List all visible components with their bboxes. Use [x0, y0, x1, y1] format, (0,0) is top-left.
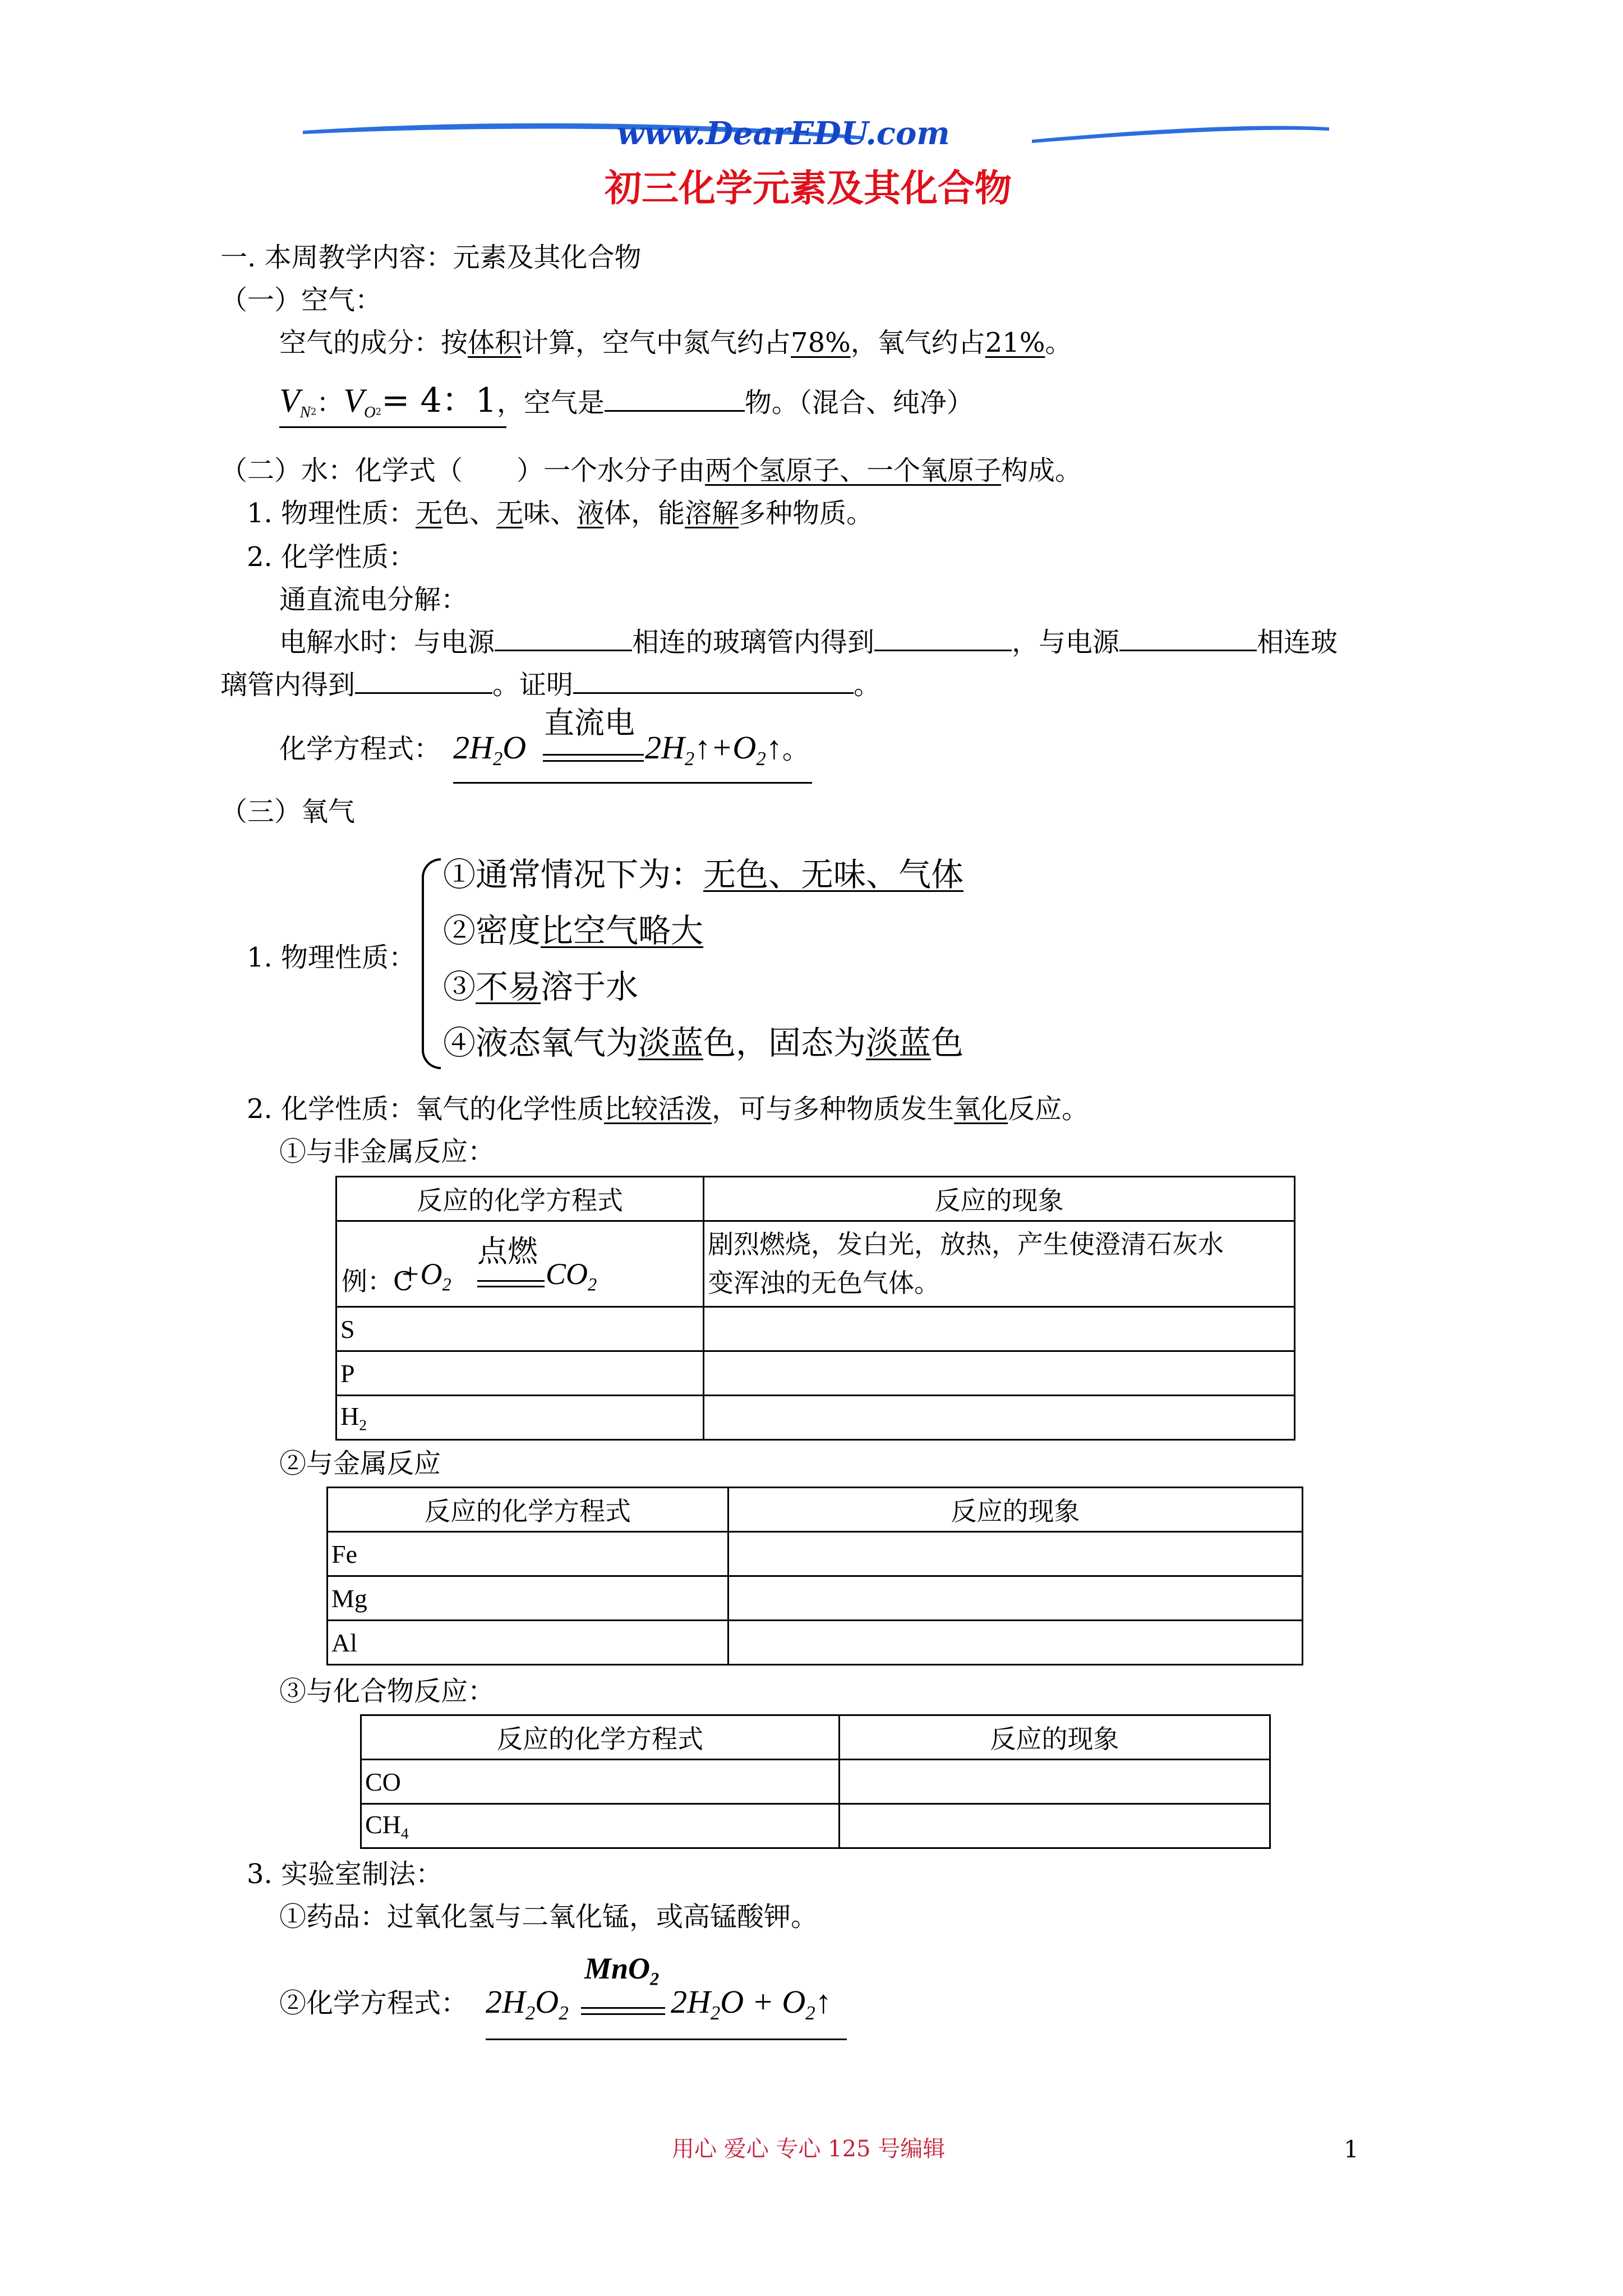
compound-heading: ③与化合物反应： [279, 1676, 495, 1707]
oxygen-phys-2: ②密度比空气略大 [443, 912, 704, 950]
col-equation-header: 反应的化学方程式 [328, 1488, 728, 1532]
electrolysis-line1: 电解水时：与电源 相连的玻璃管内得到 ，与电源 相连玻 [279, 627, 1338, 658]
row-label: S [336, 1307, 704, 1351]
oxygen-phys-3: ③不易溶于水 [443, 968, 639, 1006]
table-row [336, 1396, 1295, 1440]
blank-gas-1[interactable] [874, 627, 1012, 651]
table-row [328, 1532, 1303, 1576]
site-url[interactable]: www.DearEDU.com [617, 115, 950, 152]
table-row [328, 1621, 1303, 1665]
air-ratio-line: $V_{N2}$：$V_{O2}= 4$：1，空气是 物。（混合、纯净） [279, 381, 974, 422]
answer-cell[interactable] [728, 1621, 1303, 1665]
example-equation-cell: 例：C $+O_2$ 点燃 $CO_2$ [336, 1221, 704, 1307]
electrolysis-label: 通直流电分解： [279, 584, 468, 615]
air-composition: 空气的成分：按体积计算，空气中氮气约占78%，氧气约占21%。 [279, 327, 1072, 358]
blank-electrode-2[interactable] [1119, 627, 1257, 651]
blank-proof[interactable] [573, 670, 854, 694]
page-title: 初三化学元素及其化合物 [605, 167, 1012, 210]
table-header-row [328, 1488, 1303, 1532]
metal-heading: ②与金属反应 [279, 1448, 441, 1479]
row-label: Mg [328, 1576, 728, 1621]
col-phenomenon-header: 反应的现象 [840, 1715, 1270, 1760]
col-phenomenon-header: 反应的现象 [728, 1488, 1303, 1532]
answer-cell[interactable] [704, 1307, 1295, 1351]
answer-cell[interactable] [704, 1351, 1295, 1396]
answer-cell[interactable] [840, 1804, 1270, 1848]
row-label: Al [328, 1621, 728, 1665]
answer-cell[interactable] [704, 1396, 1295, 1440]
lab-eq-condition: MnO$_2$ [584, 1952, 660, 1990]
lab-eq-underline [486, 2039, 847, 2040]
banner-swoosh-right [1032, 126, 1329, 143]
nonmetal-heading: ①与非金属反应： [279, 1136, 495, 1167]
lab-heading: 3. 实验室制法： [247, 1858, 443, 1890]
lab-eq-right: $2H_2O$ + $O_2↑$ [671, 1984, 832, 2024]
electrolysis-line2: 璃管内得到 。证明 。 [220, 669, 881, 701]
row-label: $H_2$ [336, 1396, 704, 1440]
answer-cell[interactable] [728, 1576, 1303, 1621]
air-heading: （一）空气： [220, 284, 382, 316]
water-heading: （二）水：化学式（ ）一个水分子由两个氢原子、一个氧原子构成。 [220, 455, 1082, 486]
water-chem-heading: 2. 化学性质： [247, 541, 416, 573]
oxygen-heading: （三）氧气 [220, 796, 356, 827]
col-equation-header: 反应的化学方程式 [361, 1715, 840, 1760]
row-label: CO [361, 1760, 840, 1804]
example-phenomenon-cell: 剧烈燃烧，发白光，放热，产生使澄清石灰水 变浑浊的无色气体。 [704, 1221, 1295, 1307]
table-header-row [336, 1177, 1295, 1221]
water-eq-condition: 直流电 [544, 705, 635, 740]
col-equation-header: 反应的化学方程式 [336, 1177, 704, 1221]
row-label: Fe [328, 1532, 728, 1576]
lab-eq-left: $2H_2O_2$ [486, 1984, 569, 2024]
oxygen-phys-label: 1. 物理性质： [247, 942, 416, 973]
lab-drugs: ①药品：过氧化氢与二氧化锰，或高锰酸钾。 [279, 1901, 818, 1932]
water-eq-left: $2H_2O$ [453, 729, 527, 770]
water-eq-arrow [543, 754, 644, 762]
blank-electrode-1[interactable] [495, 627, 632, 651]
ratio-underline [279, 426, 506, 428]
air-mixture-blank[interactable] [605, 388, 745, 412]
table-row [336, 1351, 1295, 1396]
table-row [336, 1307, 1295, 1351]
oxygen-phys-4: ④液态氧气为淡蓝色，固态为淡蓝色 [443, 1024, 964, 1062]
table-header-row [361, 1715, 1270, 1760]
lab-eq-label: ②化学方程式： [279, 1987, 468, 2019]
page-number: 1 [1344, 2136, 1359, 2163]
row-label: P [336, 1351, 704, 1396]
table-row [336, 1221, 1295, 1307]
water-physical: 1. 物理性质：无色、无味、液体，能溶解多种物质。 [247, 498, 874, 529]
compound-table [360, 1714, 1271, 1849]
table-row [361, 1760, 1270, 1804]
table-row [328, 1576, 1303, 1621]
blank-gas-2[interactable] [355, 670, 492, 694]
intro-line: 一. 本周教学内容：元素及其化合物 [220, 242, 642, 273]
water-eq-underline [453, 782, 812, 784]
water-equation-label: 化学方程式： [279, 733, 441, 765]
nonmetal-table [335, 1176, 1295, 1441]
water-eq-right: $2H_2↑+O_2↑$。 [645, 729, 809, 770]
footer-slogan: 用心 爱心 专心 125 号编辑 [672, 2136, 946, 2162]
oxygen-phys-1: ①通常情况下为：无色、无味、气体 [443, 855, 964, 894]
table-row [361, 1804, 1270, 1848]
col-phenomenon-header: 反应的现象 [704, 1177, 1295, 1221]
metal-table [326, 1487, 1303, 1665]
oxygen-phys-brace [422, 858, 441, 1069]
row-label: $CH_4$ [361, 1804, 840, 1848]
oxygen-chem-line: 2. 化学性质：氧气的化学性质比较活泼，可与多种物质发生氧化反应。 [247, 1093, 1089, 1125]
answer-cell[interactable] [728, 1532, 1303, 1576]
lab-eq-arrow [581, 2007, 665, 2015]
answer-cell[interactable] [840, 1760, 1270, 1804]
